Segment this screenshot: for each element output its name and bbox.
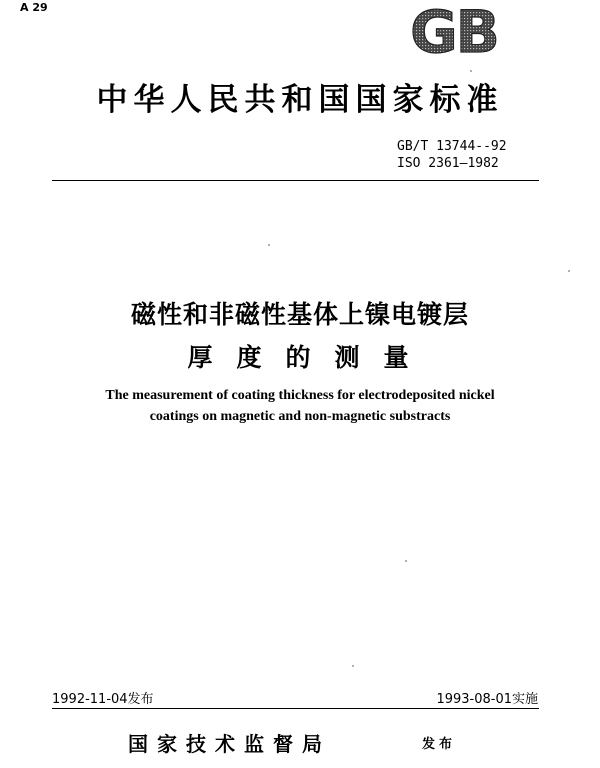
gb-logo-text: GB: [410, 3, 498, 57]
gb-code: GB/T 13744--92: [397, 139, 507, 154]
scan-speck: [268, 244, 270, 246]
issue-date: 1992-11-04发布: [52, 692, 154, 707]
chinese-title-line-2: 厚度的测量: [187, 343, 433, 372]
scan-speck: [352, 665, 354, 667]
standard-title: 中华人民共和国国家标准: [96, 82, 504, 118]
english-title: [40, 385, 560, 427]
top-divider: [52, 180, 539, 181]
issuing-authority: 国家技术监督局: [128, 732, 331, 756]
standard-codes: [397, 138, 507, 172]
issuing-suffix: 发布: [422, 737, 457, 752]
bottom-divider: [52, 708, 539, 709]
english-title-line-2: coatings on magnetic and non-magnetic substracts: [149, 409, 451, 424]
scan-speck: [470, 70, 472, 72]
scan-speck: [568, 270, 570, 272]
chinese-title-line-1: 磁性和非磁性基体上镍电镀层: [130, 300, 469, 329]
gb-logo: [398, 3, 510, 57]
scan-speck: [405, 560, 407, 562]
effective-date: 1993-08-01实施: [436, 692, 538, 707]
iso-code: ISO 2361—1982: [397, 156, 499, 171]
english-title-line-1: The measurement of coating thickness for electrodeposited nickel: [105, 388, 495, 403]
classification-code: A 29: [20, 1, 48, 14]
